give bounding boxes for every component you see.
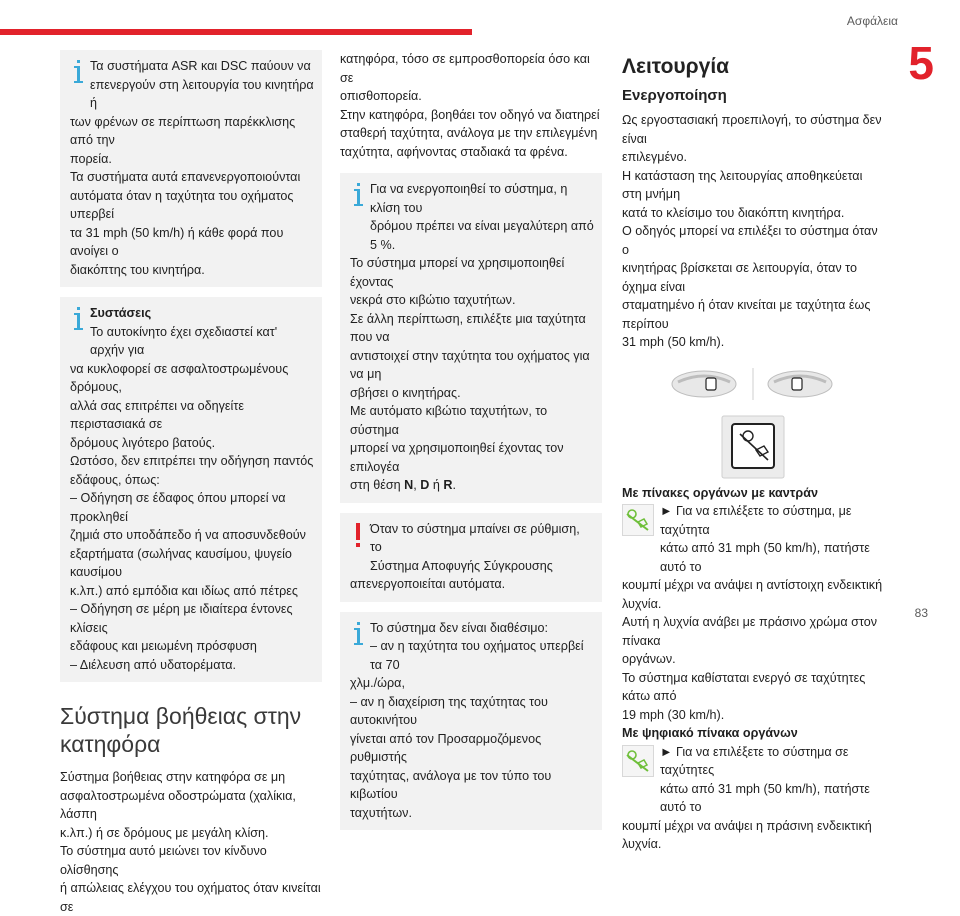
column-2 — [340, 50, 602, 840]
section-heading-operation: Λειτουργία — [622, 55, 730, 78]
info-note-recommendations: Συστάσεις Το αυτοκίνητο έχει σχεδιαστεί κατ' αρχήν για να κυκλοφορεί σε ασφαλτοστρωμένους δρόμους, αλλά σας επιτρέπει να οδηγείτε περιστασιακά σε δρόμους λιγότερο βατούς. Ωστόσο, δεν επιτρέπει την οδήγηση παντός εδάφους, όπως: – Οδήγηση σε έδαφος όπου μπορεί να προκληθεί ζημιά στο υποδάπεδο ή να αποσυνδεθούν εξαρτήματα (σωλήνας καυσίμου, ψυγείο καυσίμου κ.λπ.) από εμπόδια και ιδίως από πέτρες – Οδήγηση σε μέρη με ιδιαίτερα έντονες κλίσεις εδάφους και μειωμένη πρόσφυση – Διέλευση από υδατορέματα. — [60, 297, 322, 682]
hill-descent-button-figure — [622, 412, 884, 482]
subheading-digital-cluster: Με ψηφιακό πίνακα οργάνων — [622, 726, 798, 740]
note-heading: Συστάσεις — [90, 306, 152, 320]
warning-note-collision: Όταν το σύστημα μπαίνει σε ρύθμιση, το Σύστημα Αποφυγής Σύγκρουσης απενεργοποιείται αυτόματα. — [340, 513, 602, 602]
info-icon — [351, 622, 365, 646]
steering-wheel-icon — [622, 364, 884, 404]
header-red-bar — [0, 29, 472, 35]
section-heading-hill-descent: Σύστημα βοήθειας στην κατηφόρα — [60, 703, 302, 757]
info-icon — [71, 60, 85, 84]
column-1 — [60, 50, 322, 916]
subheading-needle-cluster: Με πίνακες οργάνων με καντράν — [622, 485, 818, 500]
column-3: Λειτουργία Ενεργοποίηση Ως εργοστασιακή προεπιλογή, το σύστημα δεν είναι επιλεγμένο. Η κατάσταση της λειτουργίας αποθηκεύεται στη μνήμη κατά το κλείσιμο του διακόπτη κινητήρα. Ο οδηγός μπορεί να επιλέξει το σύστημα όταν ο κινητήρας βρίσκεται σε λειτουργία, όταν το όχημα είναι σταματημένο ή όταν κινείται με ταχύτητα έως περίπου 31 mph (50 km/h). Με πίνακες οργάνων με καντράν ► Για να επιλέξετε το σύστημα, με ταχύτητα κάτω από 31 mph (50 km/h), πατήστε αυτό το κουμπί μέχρι να ανάψει η αντίστοιχη ενδεικτική λυχνία. Αυτή η λυχνία ανάβει με πράσινο χρώμα στον πίνακα οργάνων. Το σύστημα καθίσταται ενεργό σε ταχύτητες κάτω από 19 mph (30 km/h). Με ψηφιακό πίνακα οργάνων ► Για να επιλέξετε το σύστημα σε ταχύτητες κάτω από 31 mph (50 km/h), πατήστε αυτό το κουμπί μέχρι να ανάψει η πράσινη ενδεικτική λυχνία. — [622, 55, 883, 851]
steering-wheel-illustrations — [622, 364, 884, 404]
hill-descent-body: κατηφόρα, τόσο σε εμπροσθοπορεία όσο και σε οπισθοπορεία. Στην κατηφόρα, βοηθάει τον οδηγό να διατηρεί σταθερή ταχύτητα, ανάλογα με την επιλεγμένη ταχύτητα, αφήνοντας σταδιακά τα φρένα. — [340, 52, 600, 159]
gear-r: R — [443, 478, 453, 492]
hill-descent-lamp-icon — [622, 504, 654, 536]
page-number: 83 — [914, 606, 928, 620]
info-icon — [351, 183, 365, 207]
info-icon — [71, 307, 85, 331]
gear-selector-line: στη θέση N, D ή R. — [350, 478, 456, 492]
chapter-number: 5 — [908, 37, 934, 89]
subheading-activation: Ενεργοποίηση — [622, 86, 727, 104]
hill-descent-lamp-icon — [622, 745, 654, 777]
needle-cluster-instruction: ► Για να επιλέξετε το σύστημα, με ταχύτητα κάτω από 31 mph (50 km/h), πατήστε αυτό το — [622, 502, 884, 576]
activation-body: Ως εργοστασιακή προεπιλογή, το σύστημα δεν είναι επιλεγμένο. Η κατάσταση της λειτουργίας αποθηκεύεται στη μνήμη κατά το κλείσιμο του διακόπτη κινητήρα. Ο οδηγός μπορεί να επιλέξει το σύστημα όταν ο κινητήρας βρίσκεται σε λειτουργία, όταν το όχημα είναι σταματημένο ή όταν κινείται με ταχύτητα έως περίπου 31 mph (50 km/h). — [622, 113, 882, 349]
digital-cluster-instruction: ► Για να επιλέξετε το σύστημα σε ταχύτητες κάτω από 31 mph (50 km/h), πατήστε αυτό το — [622, 743, 884, 817]
section-title: Ασφάλεια — [846, 14, 898, 28]
gear-d: D — [420, 478, 430, 492]
hill-descent-intro: Σύστημα βοήθειας στην κατηφόρα σε μη ασφαλτοστρωμένα οδοστρώματα (χαλίκια, λάσπη κ.λπ.) ή σε δρόμους με μεγάλη κλίση. Το σύστημα αυτό μειώνει τον κίνδυνο ολίσθησης ή απώλειας ελέγχου του οχήματος όταν κινείται σε — [60, 770, 321, 914]
info-note-unavailable: Το σύστημα δεν είναι διαθέσιμο: – αν η ταχύτητα του οχήματος υπερβεί τα 70 χλμ./ώρα, – αν η διαχείριση της ταχύτητας του αυτοκινήτου γίνεται από τον Προσαρμοζόμενος ρυθμιστής ταχύτητας, ανάλογα με τον τύπο του κιβωτίου ταχυτήτων. — [340, 612, 602, 831]
hill-descent-button-icon — [622, 412, 884, 482]
info-note-asr-dsc: Τα συστήματα ASR και DSC παύουν να επενεργούν στη λειτουργία του κινητήρα ή των φρένων σε περίπτωση παρέκκλισης από την πορεία. Τα συστήματα αυτά επανενεργοποιούνται αυτόματα όταν η ταχύτητα του οχήματος υπερβεί τα 31 mph (50 km/h) ή κάθε φορά που ανοίγει ο διακόπτης του κινητήρα. — [60, 50, 322, 287]
info-note-activation-conditions: Για να ενεργοποιηθεί το σύστημα, η κλίση του δρόμου πρέπει να είναι μεγαλύτερη από 5 %. Το σύστημα μπορεί να χρησιμοποιηθεί έχοντας νεκρά στο κιβώτιο ταχυτήτων. Σε άλλη περίπτωση, επιλέξτε μια ταχύτητα που να αντιστοιχεί στην ταχύτητα του οχήματος για να μη σβήσει ο κινητήρας. Με αυτόματο κιβώτιο ταχυτήτων, το σύστημα μπορεί να χρησιμοποιηθεί έχοντας τον επιλογέα στη θέση N, D ή R. — [340, 173, 602, 503]
gear-n: N — [404, 478, 414, 492]
warning-icon — [351, 523, 365, 547]
